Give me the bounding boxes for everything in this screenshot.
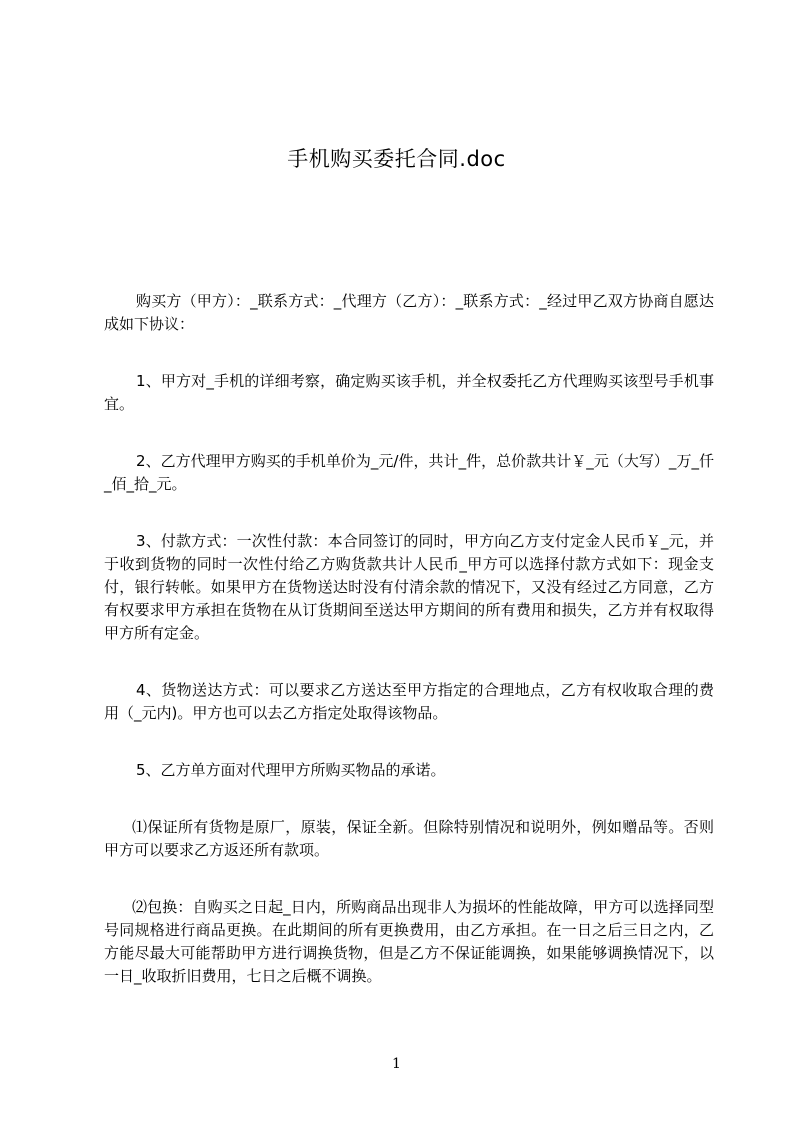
paragraph-clause-4: 4、货物送达方式：可以要求乙方送达至甲方指定的合理地点，乙方有权收取合理的费用（_元内)。甲方也可以去乙方指定处取得该物品。 — [104, 681, 714, 722]
paragraph-clause-3: 3、付款方式：一次性付款：本合同签订的同时，甲方向乙方支付定金人民币￥_元，并于收到货物的同时一次性付给乙方购货款共计人民币_甲方可以选择付款方式如下：现金支付，银行转帐。如果甲方在货物送达时没有付清余款的情况下，又没有经过乙方同意，乙方有权要求甲方承担在货物在从订货期间至送达甲方期间的所有费用和损失，乙方并有权取得甲方所有定金。 — [104, 532, 714, 642]
paragraph-parties: 购买方（甲方）：_联系方式：_代理方（乙方）：_联系方式：_经过甲乙双方协商自愿达成如下协议： — [104, 292, 714, 333]
page-number: 1 — [392, 1056, 401, 1072]
document-body — [104, 290, 714, 1022]
paragraph-clause-5: 5、乙方单方面对代理甲方所购买物品的承诺。 — [136, 761, 446, 779]
paragraph-clause-5-2: ⑵包换：自购买之日起_日内，所购商品出现非人为损坏的性能故障，甲方可以选择同型号同规格进行商品更换。在此期间的所有更换费用，由乙方承担。在一日之后三日之内，乙方能尽最大可能帮助甲方进行调换货物，但是乙方不保证能调换，如果能够调换情况下，以一日_收取折旧费用，七日之后概不调换。 — [104, 898, 714, 985]
paragraph-clause-5-1: ⑴保证所有货物是原厂，原装，保证全新。但除特别情况和说明外，例如赠品等。否则甲方可以要求乙方返还所有款项。 — [104, 818, 714, 859]
paragraph-clause-1: 1、甲方对_手机的详细考察，确定购买该手机，并全权委托乙方代理购买该型号手机事宜。 — [104, 372, 714, 413]
document-title: 手机购买委托合同.doc — [287, 147, 506, 171]
paragraph-clause-2: 2、乙方代理甲方购买的手机单价为_元/件，共计_件，总价款共计￥_元（大写）_万_仟_佰_拾_元。 — [104, 452, 714, 493]
